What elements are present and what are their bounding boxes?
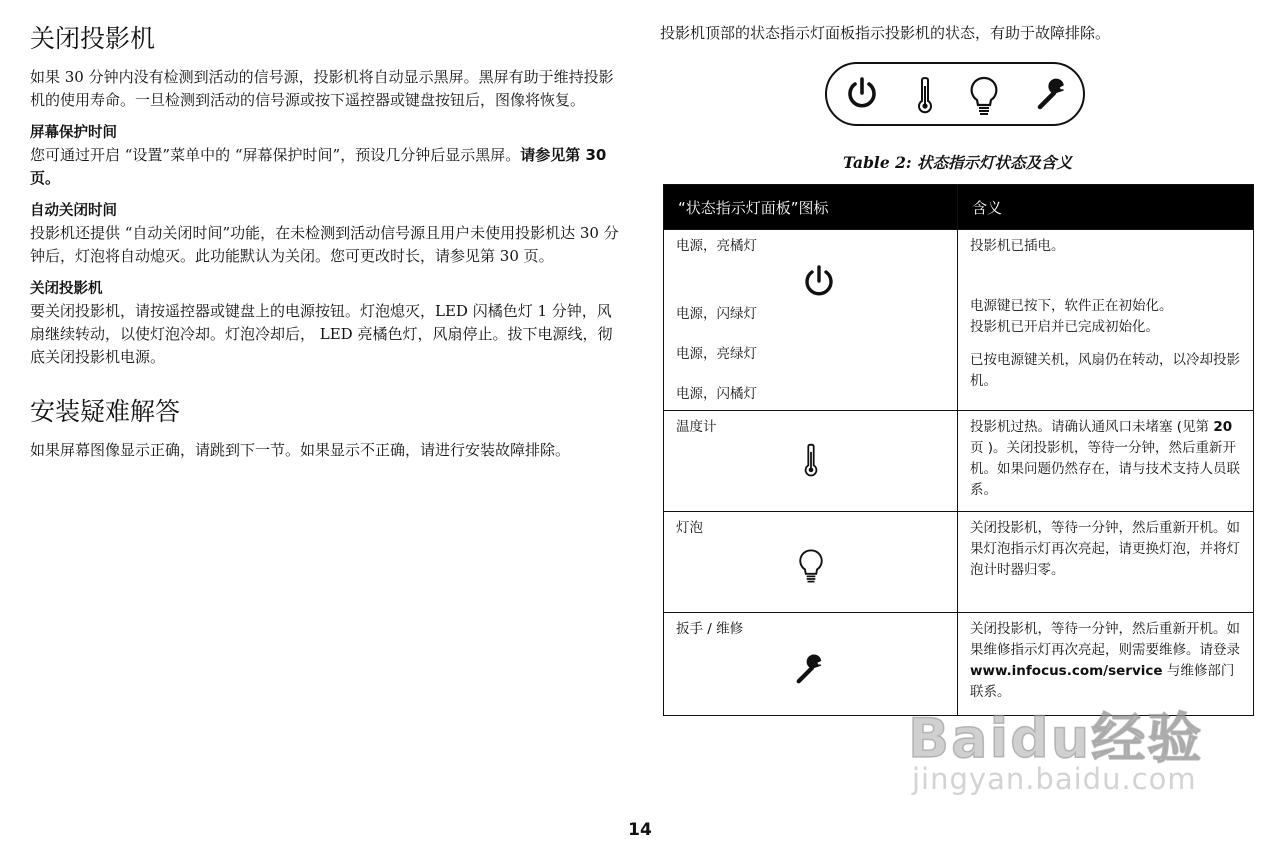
wrench-label: 扳手 / 维修 <box>676 621 744 637</box>
status-indicator-panel <box>825 62 1085 126</box>
shutdown-intro-paragraph: 如果 30 分钟内没有检测到活动的信号源，投影机将自动显示黑屏。黑屏有助于维持投影机的使用寿命。一旦检测到活动的信号源或按下遥控器或键盘按钮后，图像将恢复。 <box>30 68 614 109</box>
power-icon <box>802 264 836 300</box>
power-state-label: 电源，闪绿灯 <box>676 306 757 322</box>
turn-off-paragraph: 要关闭投影机，请按遥控器或键盘上的电源按钮。灯泡熄灭，LED 闪橘色灯 1 分钟，风扇继续转动，以使灯泡冷却。灯泡冷却后， LED 亮橘色灯，风扇停止。拔下电源线，彻底关闭投影机电源。 <box>30 302 613 366</box>
service-url-link[interactable]: www.infocus.com/service <box>970 663 1163 679</box>
turn-off-heading: 关闭投影机 <box>30 281 103 297</box>
thermometer-icon <box>915 76 935 114</box>
power-meaning: 投影机已开启并已完成初始化。 <box>970 319 1159 335</box>
troubleshoot-section-title: 安装疑难解答 <box>30 397 181 426</box>
thermometer-meaning-part: 见第 <box>1182 419 1214 435</box>
table-header-row <box>664 185 1254 230</box>
power-state-label: 电源，闪橘灯 <box>676 386 757 402</box>
power-meaning-cell <box>958 230 1254 411</box>
watermark-url: jingyan.baidu.com <box>912 762 1197 796</box>
auto-power-off-heading: 自动关闭时间 <box>30 203 117 219</box>
wrench-meaning-part: 与维修部门联系。 <box>970 663 1235 700</box>
thermometer-label: 温度计 <box>676 419 717 435</box>
page-number: 14 <box>628 820 652 840</box>
lamp-label: 灯泡 <box>676 520 703 536</box>
auto-power-off-paragraph: 投影机还提供 “自动关闭时间”功能，在未检测到活动信号源且用户未使用投影机达 30 分钟后，灯泡将自动熄灭。此功能默认为关闭。您可更改时长，请参见第 30 页。 <box>30 224 619 265</box>
screensaver-paragraph <box>30 144 622 190</box>
watermark-brand: Baidu经验 <box>908 707 1204 770</box>
thermometer-page-ref: 20 <box>1213 419 1233 435</box>
screensaver-page-ref: 请参见第 30 页。 <box>30 146 607 187</box>
screensaver-heading: 屏幕保护时间 <box>30 125 117 141</box>
power-meaning: 电源键已按下，软件正在初始化。 <box>970 298 1173 314</box>
power-icon <box>845 76 879 112</box>
lamp-meaning-cell: 关闭投影机，等待一分钟，然后重新开机。如果灯泡指示灯再次亮起，请更换灯泡，并将灯泡计时器归零。 <box>958 512 1254 613</box>
power-meaning: 投影机已插电。 <box>970 238 1065 254</box>
table-row <box>664 411 1254 512</box>
troubleshoot-paragraph: 如果屏幕图像显示正确，请跳到下一节。如果显示不正确，请进行安装故障排除。 <box>30 441 571 459</box>
table-caption-text: 状态指示灯状态及含义 <box>916 154 1072 172</box>
thermometer-meaning-part: 投影机过热。请确认通风口未堵塞 ( <box>970 419 1183 435</box>
table-caption-prefix: Table 2: <box>843 153 917 172</box>
lightbulb-icon <box>969 76 999 116</box>
table-caption <box>660 150 1255 176</box>
table-row <box>664 230 1254 411</box>
lamp-icon-cell <box>664 512 958 613</box>
status-panel-intro: 投影机顶部的状态指示灯面板指示投影机的状态，有助于故障排除。 <box>660 24 1111 42</box>
power-icon-cell <box>664 230 958 411</box>
table-row <box>664 512 1254 613</box>
thermometer-icon-cell <box>664 411 958 512</box>
header-meaning-column: 含义 <box>958 185 1254 230</box>
left-column <box>30 22 622 462</box>
lightbulb-icon <box>798 547 824 585</box>
power-state-label: 电源，亮绿灯 <box>676 346 757 362</box>
power-meaning: 已按电源键关机，风扇仍在转动，以冷却投影机。 <box>970 352 1240 389</box>
thermometer-meaning-cell <box>958 411 1254 512</box>
header-icon-column: “状态指示灯面板”图标 <box>664 185 958 230</box>
wrench-icon <box>1035 76 1071 112</box>
wrench-icon <box>794 652 828 686</box>
thermometer-icon <box>802 442 820 478</box>
shutdown-section-title: 关闭投影机 <box>30 24 156 53</box>
wrench-meaning-part: 关闭投影机，等待一分钟，然后重新开机。如果维修指示灯再次亮起，则需要维修。请登录 <box>970 621 1240 658</box>
thermometer-meaning-part: 页 )。关闭投影机，等待一分钟，然后重新开机。如果问题仍然存在，请与技术支持人员联系。 <box>970 440 1240 498</box>
screensaver-text: 您可通过开启 “设置”菜单中的 “屏幕保护时间”，预设几分钟后显示黑屏。 <box>30 146 521 164</box>
power-state-label: 电源，亮橘灯 <box>676 238 757 254</box>
baidu-watermark <box>908 696 1208 806</box>
status-table <box>663 184 1254 716</box>
